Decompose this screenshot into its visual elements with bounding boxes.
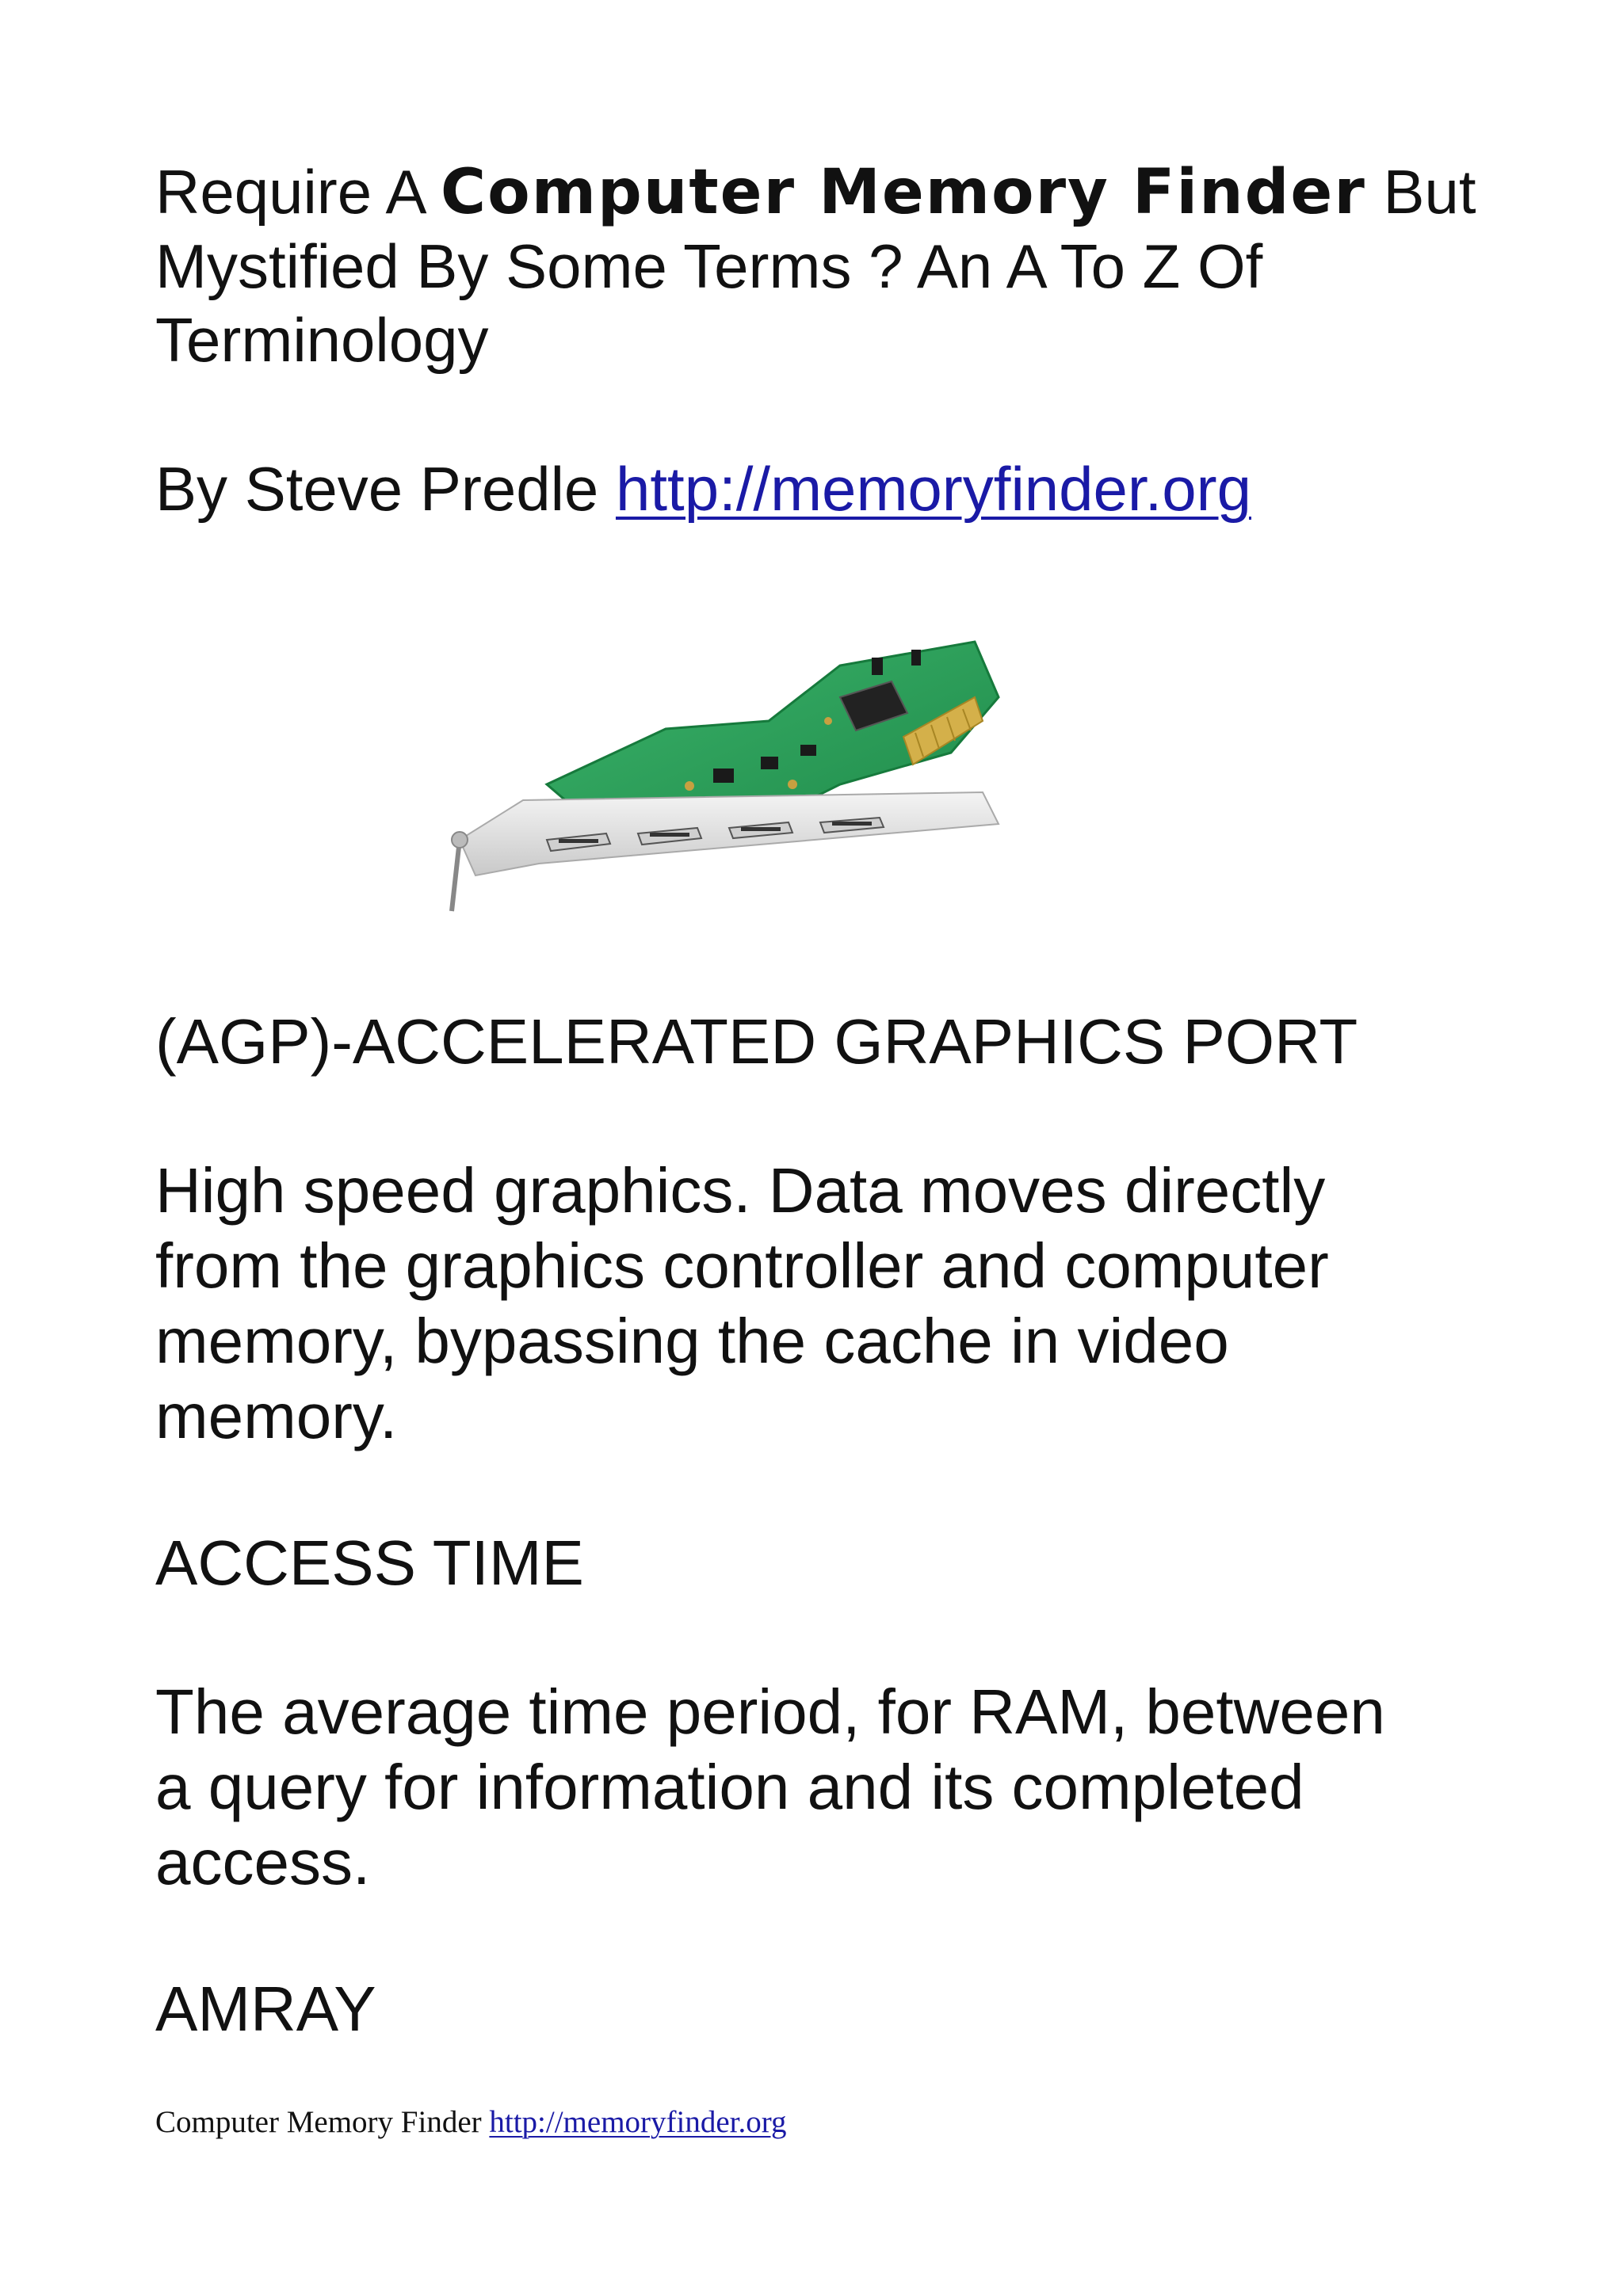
title-prefix: Require A [155,157,441,227]
title-bold-keyword: Computer Memory Finder [440,157,1366,228]
document-title [155,155,1518,377]
definition-line: access. [155,1827,371,1897]
entry-term-agp: (AGP)-ACCELERATED GRAPHICS PORT [155,1006,1358,1077]
title-line-1 [155,155,1518,230]
title-line-2: Mystified By Some Terms ? An A To Z Of [155,231,1263,301]
definition-line: from the graphics controller and computer [155,1230,1329,1301]
byline-author: By Steve Predle [155,454,616,524]
definition-line: memory. [155,1381,398,1451]
definition-line: The average time period, for RAM, between [155,1676,1385,1747]
definition-line: High speed graphics. Data moves directly [155,1155,1326,1226]
pci-card-illustration [428,602,1062,919]
pci-usb-card-image [428,602,1062,919]
entry-term-access-time: ACCESS TIME [155,1527,584,1598]
byline [155,452,1518,526]
footer-link[interactable]: http://memoryfinder.org [489,2105,787,2139]
entry-definition-access-time [155,1674,1518,1900]
page-footer [155,2103,787,2142]
title-line-3: Terminology [155,305,489,375]
title-suffix: But [1365,157,1476,227]
definition-line: a query for information and its completed [155,1752,1304,1822]
footer-text: Computer Memory Finder [155,2105,490,2139]
entry-term-amray: AMRAY [155,1974,376,2044]
entry-definition-agp [155,1153,1518,1454]
byline-link[interactable]: http://memoryfinder.org [615,454,1251,524]
definition-line: memory, bypassing the cache in video [155,1306,1229,1376]
